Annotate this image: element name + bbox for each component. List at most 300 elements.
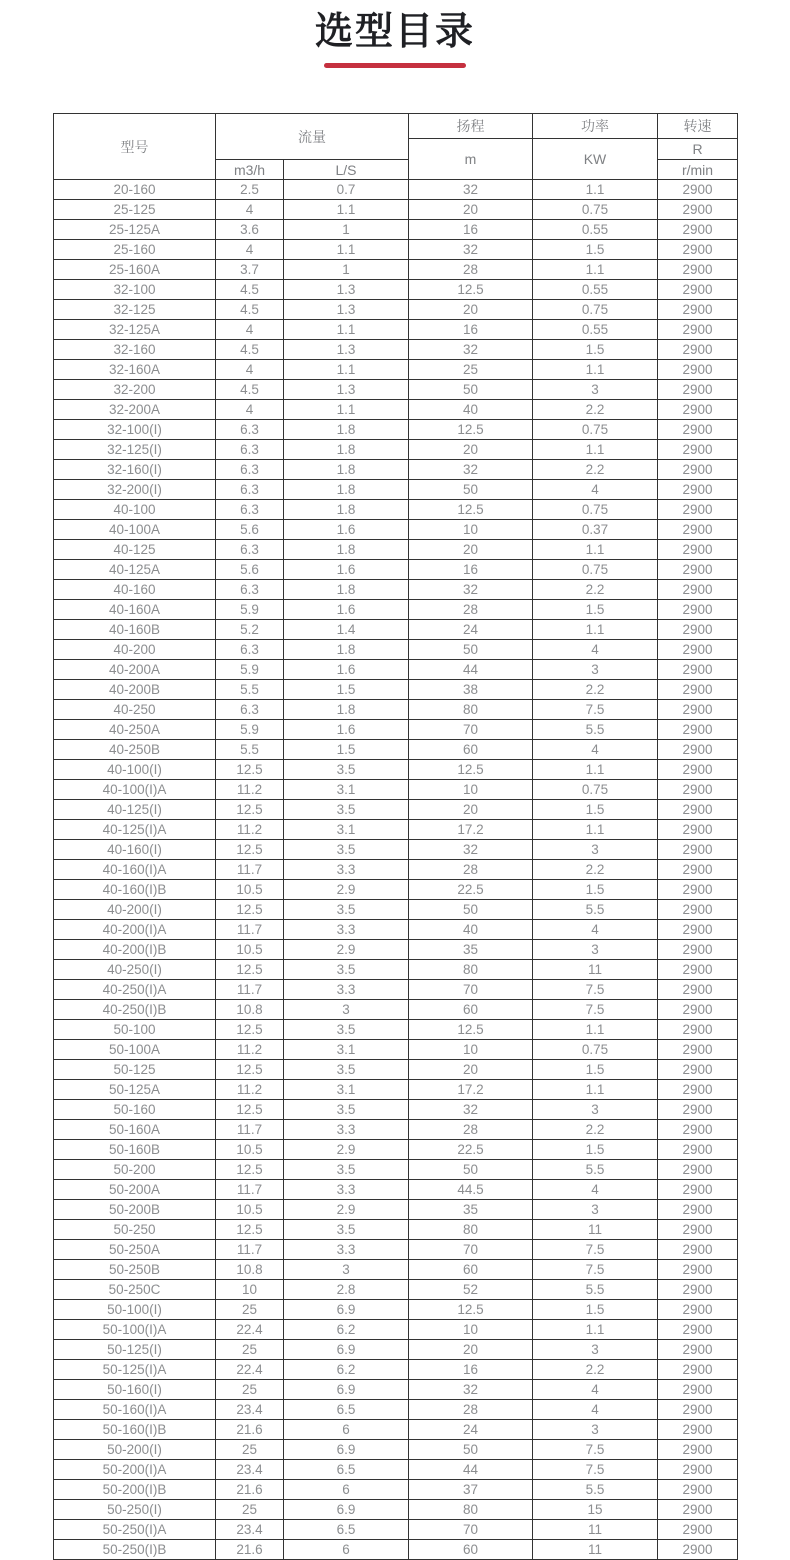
cell-flow-m3h: 11.2: [216, 780, 284, 800]
cell-speed-rpm: 2900: [658, 340, 738, 360]
cell-head-m: 60: [409, 1260, 533, 1280]
cell-head-m: 44: [409, 660, 533, 680]
header-row-1: [54, 114, 738, 139]
cell-flow-m3h: 5.5: [216, 740, 284, 760]
cell-head-m: 20: [409, 1060, 533, 1080]
cell-model: 40-100(I): [54, 760, 216, 780]
cell-flow-m3h: 6.3: [216, 540, 284, 560]
col-header-flow: 流量: [216, 114, 409, 160]
cell-speed-rpm: 2900: [658, 360, 738, 380]
cell-head-m: 50: [409, 1440, 533, 1460]
cell-model: 50-200A: [54, 1180, 216, 1200]
cell-flow-ls: 0.7: [284, 180, 409, 200]
cell-model: 40-200B: [54, 680, 216, 700]
cell-speed-rpm: 2900: [658, 1120, 738, 1140]
cell-power-kw: 11: [533, 960, 658, 980]
table-row: [54, 1100, 738, 1120]
cell-head-m: 28: [409, 1400, 533, 1420]
cell-flow-ls: 1.6: [284, 600, 409, 620]
cell-speed-rpm: 2900: [658, 1220, 738, 1240]
cell-model: 50-100: [54, 1020, 216, 1040]
cell-flow-m3h: 6.3: [216, 420, 284, 440]
cell-power-kw: 1.5: [533, 240, 658, 260]
col-header-power-unit: KW: [533, 139, 658, 180]
cell-flow-ls: 6.5: [284, 1520, 409, 1540]
table-row: [54, 600, 738, 620]
cell-speed-rpm: 2900: [658, 580, 738, 600]
cell-model: 50-100(I): [54, 1300, 216, 1320]
title-underline-bar: [324, 63, 466, 68]
cell-head-m: 40: [409, 400, 533, 420]
cell-flow-ls: 1.6: [284, 560, 409, 580]
cell-flow-m3h: 12.5: [216, 840, 284, 860]
cell-flow-m3h: 12.5: [216, 1160, 284, 1180]
cell-speed-rpm: 2900: [658, 380, 738, 400]
cell-head-m: 25: [409, 360, 533, 380]
cell-model: 50-250B: [54, 1260, 216, 1280]
cell-model: 40-160(I): [54, 840, 216, 860]
cell-speed-rpm: 2900: [658, 1300, 738, 1320]
cell-flow-m3h: 10.5: [216, 940, 284, 960]
cell-flow-ls: 3.1: [284, 780, 409, 800]
cell-flow-m3h: 25: [216, 1300, 284, 1320]
cell-head-m: 12.5: [409, 1020, 533, 1040]
cell-speed-rpm: 2900: [658, 660, 738, 680]
cell-speed-rpm: 2900: [658, 740, 738, 760]
cell-flow-m3h: 6.3: [216, 700, 284, 720]
cell-flow-ls: 3.5: [284, 800, 409, 820]
cell-model: 40-160A: [54, 600, 216, 620]
cell-flow-m3h: 25: [216, 1440, 284, 1460]
cell-power-kw: 1.1: [533, 620, 658, 640]
cell-model: 40-200(I)B: [54, 940, 216, 960]
cell-speed-rpm: 2900: [658, 1320, 738, 1340]
cell-power-kw: 0.55: [533, 320, 658, 340]
table-row: [54, 1240, 738, 1260]
cell-model: 25-125: [54, 200, 216, 220]
table-row: [54, 1360, 738, 1380]
cell-flow-ls: 6.9: [284, 1300, 409, 1320]
cell-power-kw: 7.5: [533, 1460, 658, 1480]
col-header-flow-unit-m3h: m3/h: [216, 160, 284, 180]
cell-flow-m3h: 4: [216, 360, 284, 380]
cell-model: 40-250B: [54, 740, 216, 760]
cell-flow-m3h: 6.3: [216, 480, 284, 500]
cell-flow-ls: 2.8: [284, 1280, 409, 1300]
col-header-head-unit: m: [409, 139, 533, 180]
cell-speed-rpm: 2900: [658, 1040, 738, 1060]
cell-head-m: 44: [409, 1460, 533, 1480]
cell-head-m: 60: [409, 740, 533, 760]
cell-speed-rpm: 2900: [658, 1360, 738, 1380]
cell-power-kw: 7.5: [533, 980, 658, 1000]
cell-head-m: 12.5: [409, 760, 533, 780]
cell-model: 40-125(I): [54, 800, 216, 820]
cell-flow-m3h: 12.5: [216, 960, 284, 980]
cell-flow-m3h: 11.2: [216, 1040, 284, 1060]
cell-flow-m3h: 11.7: [216, 980, 284, 1000]
col-header-model: 型号: [54, 114, 216, 180]
cell-flow-m3h: 4: [216, 320, 284, 340]
cell-speed-rpm: 2900: [658, 520, 738, 540]
cell-model: 50-125(I)A: [54, 1360, 216, 1380]
cell-model: 40-160B: [54, 620, 216, 640]
cell-model: 32-100(I): [54, 420, 216, 440]
cell-flow-m3h: 11.7: [216, 1180, 284, 1200]
cell-flow-ls: 1.8: [284, 500, 409, 520]
cell-speed-rpm: 2900: [658, 960, 738, 980]
cell-flow-ls: 6.9: [284, 1440, 409, 1460]
cell-model: 32-100: [54, 280, 216, 300]
table-row: [54, 240, 738, 260]
table-row: [54, 1080, 738, 1100]
table-row: [54, 340, 738, 360]
cell-flow-ls: 1.4: [284, 620, 409, 640]
cell-flow-m3h: 6.3: [216, 580, 284, 600]
cell-speed-rpm: 2900: [658, 420, 738, 440]
cell-flow-m3h: 11.7: [216, 1120, 284, 1140]
cell-model: 50-160A: [54, 1120, 216, 1140]
cell-flow-ls: 1.3: [284, 340, 409, 360]
cell-flow-m3h: 6.3: [216, 440, 284, 460]
cell-speed-rpm: 2900: [658, 1240, 738, 1260]
cell-speed-rpm: 2900: [658, 720, 738, 740]
cell-power-kw: 0.75: [533, 780, 658, 800]
cell-speed-rpm: 2900: [658, 180, 738, 200]
cell-model: 40-250: [54, 700, 216, 720]
cell-head-m: 20: [409, 300, 533, 320]
cell-flow-m3h: 12.5: [216, 1220, 284, 1240]
cell-flow-ls: 3.5: [284, 900, 409, 920]
cell-model: 25-125A: [54, 220, 216, 240]
table-row: [54, 840, 738, 860]
cell-flow-m3h: 23.4: [216, 1460, 284, 1480]
table-row: [54, 520, 738, 540]
cell-flow-m3h: 4: [216, 200, 284, 220]
table-row: [54, 400, 738, 420]
table-row: [54, 1500, 738, 1520]
cell-flow-m3h: 10.5: [216, 1200, 284, 1220]
cell-head-m: 50: [409, 900, 533, 920]
cell-power-kw: 3: [533, 1200, 658, 1220]
cell-flow-ls: 6.9: [284, 1340, 409, 1360]
cell-flow-m3h: 11.7: [216, 1240, 284, 1260]
cell-flow-m3h: 23.4: [216, 1520, 284, 1540]
table-row: [54, 880, 738, 900]
cell-speed-rpm: 2900: [658, 1540, 738, 1560]
cell-head-m: 16: [409, 1360, 533, 1380]
cell-speed-rpm: 2900: [658, 1160, 738, 1180]
table-row: [54, 1460, 738, 1480]
cell-power-kw: 1.1: [533, 760, 658, 780]
cell-flow-m3h: 4: [216, 400, 284, 420]
cell-flow-m3h: 5.6: [216, 520, 284, 540]
cell-model: 40-250(I)B: [54, 1000, 216, 1020]
cell-flow-ls: 3.3: [284, 920, 409, 940]
table-row: [54, 1200, 738, 1220]
cell-flow-ls: 3.5: [284, 840, 409, 860]
cell-flow-ls: 3.5: [284, 760, 409, 780]
table-row: [54, 640, 738, 660]
cell-power-kw: 3: [533, 660, 658, 680]
cell-model: 40-160(I)B: [54, 880, 216, 900]
cell-flow-ls: 1.8: [284, 460, 409, 480]
cell-flow-ls: 6.9: [284, 1500, 409, 1520]
table-body: [54, 180, 738, 1560]
table-row: [54, 560, 738, 580]
cell-power-kw: 1.1: [533, 360, 658, 380]
cell-model: 50-200B: [54, 1200, 216, 1220]
cell-flow-ls: 2.9: [284, 1140, 409, 1160]
cell-flow-ls: 2.9: [284, 880, 409, 900]
cell-head-m: 80: [409, 1500, 533, 1520]
table-row: [54, 1320, 738, 1340]
cell-power-kw: 4: [533, 480, 658, 500]
cell-model: 50-200(I)A: [54, 1460, 216, 1480]
cell-head-m: 24: [409, 1420, 533, 1440]
cell-power-kw: 4: [533, 740, 658, 760]
cell-power-kw: 1.1: [533, 1320, 658, 1340]
table-row: [54, 200, 738, 220]
cell-head-m: 20: [409, 440, 533, 460]
cell-flow-ls: 1.1: [284, 200, 409, 220]
table-row: [54, 940, 738, 960]
cell-power-kw: 5.5: [533, 1480, 658, 1500]
table-row: [54, 320, 738, 340]
cell-model: 40-200: [54, 640, 216, 660]
cell-flow-m3h: 10.8: [216, 1260, 284, 1280]
cell-power-kw: 0.75: [533, 200, 658, 220]
cell-head-m: 32: [409, 460, 533, 480]
cell-power-kw: 5.5: [533, 900, 658, 920]
cell-model: 50-250A: [54, 1240, 216, 1260]
cell-flow-ls: 3.1: [284, 1080, 409, 1100]
cell-flow-ls: 1.8: [284, 420, 409, 440]
cell-speed-rpm: 2900: [658, 680, 738, 700]
cell-model: 50-100(I)A: [54, 1320, 216, 1340]
cell-model: 50-200(I)B: [54, 1480, 216, 1500]
cell-head-m: 24: [409, 620, 533, 640]
cell-flow-ls: 6: [284, 1540, 409, 1560]
cell-model: 32-200(I): [54, 480, 216, 500]
cell-power-kw: 5.5: [533, 1280, 658, 1300]
cell-power-kw: 4: [533, 640, 658, 660]
cell-speed-rpm: 2900: [658, 640, 738, 660]
table-row: [54, 480, 738, 500]
cell-model: 50-200(I): [54, 1440, 216, 1460]
cell-model: 32-125A: [54, 320, 216, 340]
cell-speed-rpm: 2900: [658, 1280, 738, 1300]
cell-speed-rpm: 2900: [658, 620, 738, 640]
table-row: [54, 800, 738, 820]
table-row: [54, 1020, 738, 1040]
cell-model: 40-100(I)A: [54, 780, 216, 800]
cell-flow-ls: 3.3: [284, 860, 409, 880]
cell-power-kw: 2.2: [533, 680, 658, 700]
col-header-speed-unit-r: R: [658, 139, 738, 160]
table-row: [54, 860, 738, 880]
table-row: [54, 1520, 738, 1540]
cell-head-m: 20: [409, 1340, 533, 1360]
cell-flow-m3h: 22.4: [216, 1360, 284, 1380]
table-row: [54, 220, 738, 240]
cell-power-kw: 7.5: [533, 700, 658, 720]
cell-power-kw: 3: [533, 380, 658, 400]
cell-speed-rpm: 2900: [658, 1460, 738, 1480]
cell-power-kw: 2.2: [533, 400, 658, 420]
table-row: [54, 420, 738, 440]
cell-speed-rpm: 2900: [658, 1140, 738, 1160]
cell-flow-m3h: 10.8: [216, 1000, 284, 1020]
cell-model: 40-250(I)A: [54, 980, 216, 1000]
cell-head-m: 12.5: [409, 280, 533, 300]
cell-head-m: 40: [409, 920, 533, 940]
cell-power-kw: 1.5: [533, 600, 658, 620]
cell-head-m: 32: [409, 580, 533, 600]
col-header-head: 扬程: [409, 114, 533, 139]
table-row: [54, 1280, 738, 1300]
cell-speed-rpm: 2900: [658, 460, 738, 480]
table-row: [54, 260, 738, 280]
table-row: [54, 680, 738, 700]
cell-speed-rpm: 2900: [658, 480, 738, 500]
cell-speed-rpm: 2900: [658, 440, 738, 460]
cell-head-m: 80: [409, 1220, 533, 1240]
cell-head-m: 10: [409, 1040, 533, 1060]
cell-power-kw: 11: [533, 1220, 658, 1240]
table-row: [54, 900, 738, 920]
cell-flow-ls: 6.2: [284, 1320, 409, 1340]
cell-head-m: 50: [409, 1160, 533, 1180]
table-row: [54, 1400, 738, 1420]
cell-speed-rpm: 2900: [658, 500, 738, 520]
cell-model: 50-125: [54, 1060, 216, 1080]
cell-model: 50-125A: [54, 1080, 216, 1100]
cell-flow-ls: 1.8: [284, 480, 409, 500]
cell-model: 20-160: [54, 180, 216, 200]
cell-flow-ls: 3.5: [284, 960, 409, 980]
cell-flow-m3h: 5.6: [216, 560, 284, 580]
cell-flow-ls: 1.6: [284, 720, 409, 740]
cell-speed-rpm: 2900: [658, 240, 738, 260]
cell-flow-m3h: 12.5: [216, 1100, 284, 1120]
cell-head-m: 35: [409, 1200, 533, 1220]
cell-head-m: 38: [409, 680, 533, 700]
cell-flow-m3h: 2.5: [216, 180, 284, 200]
cell-head-m: 28: [409, 260, 533, 280]
cell-model: 50-250(I)B: [54, 1540, 216, 1560]
cell-head-m: 16: [409, 220, 533, 240]
cell-power-kw: 1.1: [533, 260, 658, 280]
cell-flow-m3h: 11.2: [216, 1080, 284, 1100]
cell-speed-rpm: 2900: [658, 1080, 738, 1100]
cell-head-m: 22.5: [409, 880, 533, 900]
cell-speed-rpm: 2900: [658, 980, 738, 1000]
table-row: [54, 960, 738, 980]
cell-flow-m3h: 10: [216, 1280, 284, 1300]
cell-model: 40-100A: [54, 520, 216, 540]
table-row: [54, 1140, 738, 1160]
cell-model: 40-200(I): [54, 900, 216, 920]
table-row: [54, 1040, 738, 1060]
cell-power-kw: 4: [533, 920, 658, 940]
cell-speed-rpm: 2900: [658, 220, 738, 240]
cell-flow-m3h: 25: [216, 1340, 284, 1360]
cell-flow-m3h: 21.6: [216, 1480, 284, 1500]
cell-model: 40-160(I)A: [54, 860, 216, 880]
cell-flow-ls: 3.3: [284, 1240, 409, 1260]
cell-speed-rpm: 2900: [658, 1400, 738, 1420]
cell-speed-rpm: 2900: [658, 1440, 738, 1460]
cell-model: 25-160A: [54, 260, 216, 280]
cell-speed-rpm: 2900: [658, 260, 738, 280]
table-row: [54, 1000, 738, 1020]
cell-flow-ls: 1.6: [284, 520, 409, 540]
cell-speed-rpm: 2900: [658, 840, 738, 860]
table-row: [54, 740, 738, 760]
cell-power-kw: 1.5: [533, 1140, 658, 1160]
cell-speed-rpm: 2900: [658, 1380, 738, 1400]
cell-power-kw: 0.75: [533, 1040, 658, 1060]
cell-flow-ls: 6: [284, 1420, 409, 1440]
cell-speed-rpm: 2900: [658, 880, 738, 900]
cell-flow-m3h: 11.7: [216, 860, 284, 880]
cell-model: 32-160A: [54, 360, 216, 380]
table-row: [54, 1220, 738, 1240]
cell-flow-m3h: 12.5: [216, 800, 284, 820]
cell-head-m: 60: [409, 1000, 533, 1020]
cell-speed-rpm: 2900: [658, 1340, 738, 1360]
cell-flow-ls: 1.5: [284, 680, 409, 700]
cell-head-m: 32: [409, 180, 533, 200]
table-row: [54, 820, 738, 840]
cell-power-kw: 0.55: [533, 280, 658, 300]
cell-speed-rpm: 2900: [658, 820, 738, 840]
table-row: [54, 1440, 738, 1460]
cell-speed-rpm: 2900: [658, 540, 738, 560]
cell-flow-ls: 6: [284, 1480, 409, 1500]
cell-power-kw: 3: [533, 1100, 658, 1120]
cell-power-kw: 15: [533, 1500, 658, 1520]
cell-head-m: 60: [409, 1540, 533, 1560]
cell-model: 50-160(I)A: [54, 1400, 216, 1420]
cell-power-kw: 5.5: [533, 1160, 658, 1180]
cell-flow-ls: 1.8: [284, 640, 409, 660]
cell-flow-ls: 1.3: [284, 280, 409, 300]
page-title: 选型目录: [314, 11, 475, 53]
cell-power-kw: 0.75: [533, 500, 658, 520]
cell-head-m: 16: [409, 320, 533, 340]
cell-head-m: 32: [409, 840, 533, 860]
cell-power-kw: 1.1: [533, 180, 658, 200]
cell-head-m: 10: [409, 780, 533, 800]
cell-head-m: 17.2: [409, 820, 533, 840]
cell-flow-m3h: 12.5: [216, 900, 284, 920]
cell-flow-ls: 1.6: [284, 660, 409, 680]
cell-model: 40-160: [54, 580, 216, 600]
cell-flow-m3h: 25: [216, 1500, 284, 1520]
cell-head-m: 10: [409, 520, 533, 540]
cell-flow-ls: 3.3: [284, 1180, 409, 1200]
cell-head-m: 28: [409, 1120, 533, 1140]
cell-head-m: 28: [409, 600, 533, 620]
cell-speed-rpm: 2900: [658, 1500, 738, 1520]
cell-flow-ls: 1.5: [284, 740, 409, 760]
cell-flow-m3h: 4: [216, 240, 284, 260]
cell-power-kw: 0.75: [533, 560, 658, 580]
cell-head-m: 80: [409, 960, 533, 980]
cell-head-m: 12.5: [409, 500, 533, 520]
